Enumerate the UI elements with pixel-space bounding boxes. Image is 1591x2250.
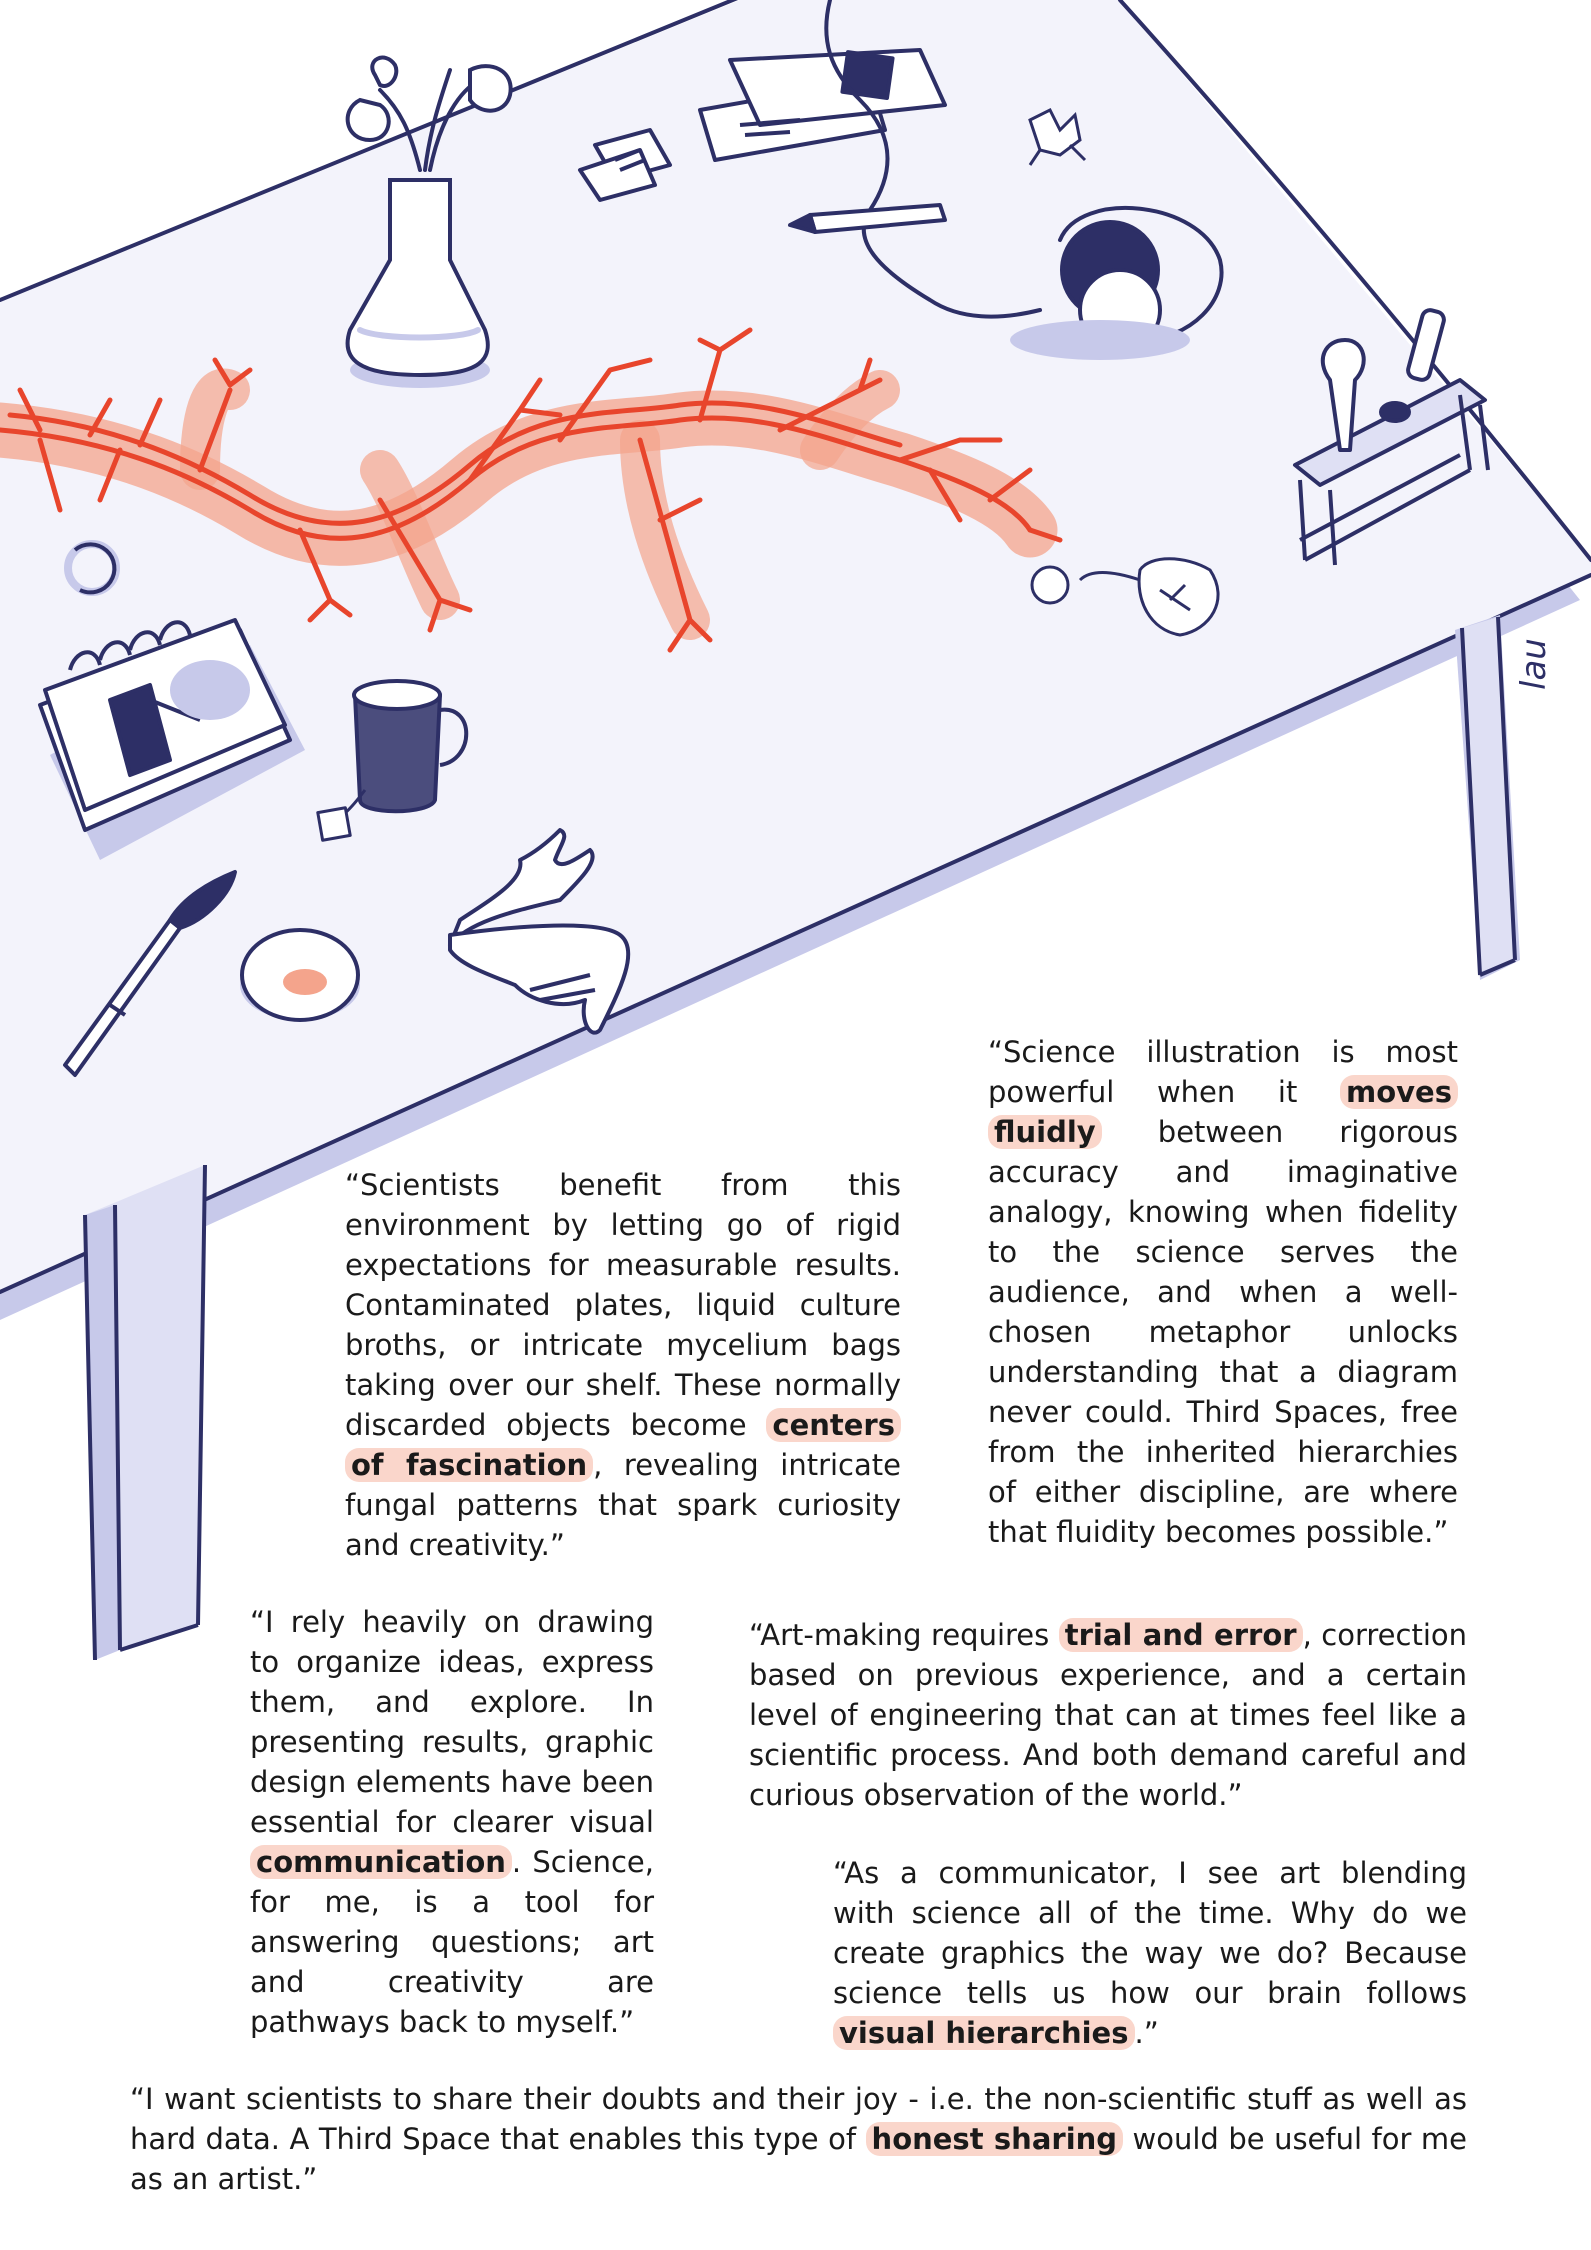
quote-text: “Art-making requires — [749, 1618, 1059, 1652]
quote-text: would be useful for me as an artist.” — [130, 2122, 1467, 2196]
highlight-phrase: communication — [250, 1845, 512, 1879]
quote-text: “I rely heavily on drawing to organize ideas, express them, and explore. In presenting results, graphic design elements have been essential for clearer visual — [250, 1605, 654, 1839]
table-leg-left — [85, 1165, 205, 1660]
highlight-phrase: centers of fascination — [345, 1408, 901, 1482]
quote-text: between rigorous accuracy and imaginative analogy, knowing when fidelity to the science serves the audience, and when a well-chosen metaphor unlocks understanding that a diagram never could. Third Spaces, free from the inherited hierarchies of either discipline, are where that fluidity becomes possible.” — [988, 1115, 1458, 1549]
quote-text: “Science illustration is most powerful when it — [988, 1035, 1458, 1109]
quote-text: , revealing intricate fungal patterns that spark curiosity and creativity.” — [345, 1448, 901, 1562]
quote-text: .” — [1134, 2016, 1159, 2050]
quote-science-illustration — [988, 1032, 1458, 1552]
quote-text: “Scientists benefit from this environment by letting go of rigid expectations for measurable results. Contaminated plates, liquid culture broths, or intricate mycelium bags taking over our shelf. These normally discarded objects become — [345, 1168, 901, 1442]
highlight-phrase: visual hierarchies — [833, 2016, 1135, 2050]
quote-scientists-benefit — [345, 1165, 901, 1565]
highlight-phrase: moves fluidly — [988, 1075, 1458, 1149]
quote-communicator — [833, 1853, 1467, 2053]
quote-text: , correction based on previous experience, and a certain level of engineering that can at times feel like a scientific process. And both demand careful and curious observation of the world.” — [749, 1618, 1467, 1812]
quote-art-making — [749, 1615, 1467, 1815]
quote-text: “I want scientists to share their doubts and their joy - i.e. the non-scientific stuff as well as hard data. A Third Space that enables this type of — [130, 2082, 1467, 2156]
highlight-phrase: trial and error — [1059, 1618, 1303, 1652]
quote-honest-sharing — [130, 2079, 1467, 2199]
highlight-phrase: honest sharing — [866, 2122, 1124, 2156]
petri-dish — [240, 930, 360, 1020]
quote-text: “As a communicator, I see art blending with science all of the time. Why do we create graphics the way we do? Because science tells us how our brain follows — [833, 1856, 1467, 2010]
table-leg-right — [1455, 615, 1520, 980]
quote-text: . Science, for me, is a tool for answering questions; art and creativity are pathways back to myself.” — [250, 1845, 654, 2039]
artist-signature: lau — [1514, 638, 1554, 690]
quote-drawing-ideas — [250, 1602, 654, 2042]
